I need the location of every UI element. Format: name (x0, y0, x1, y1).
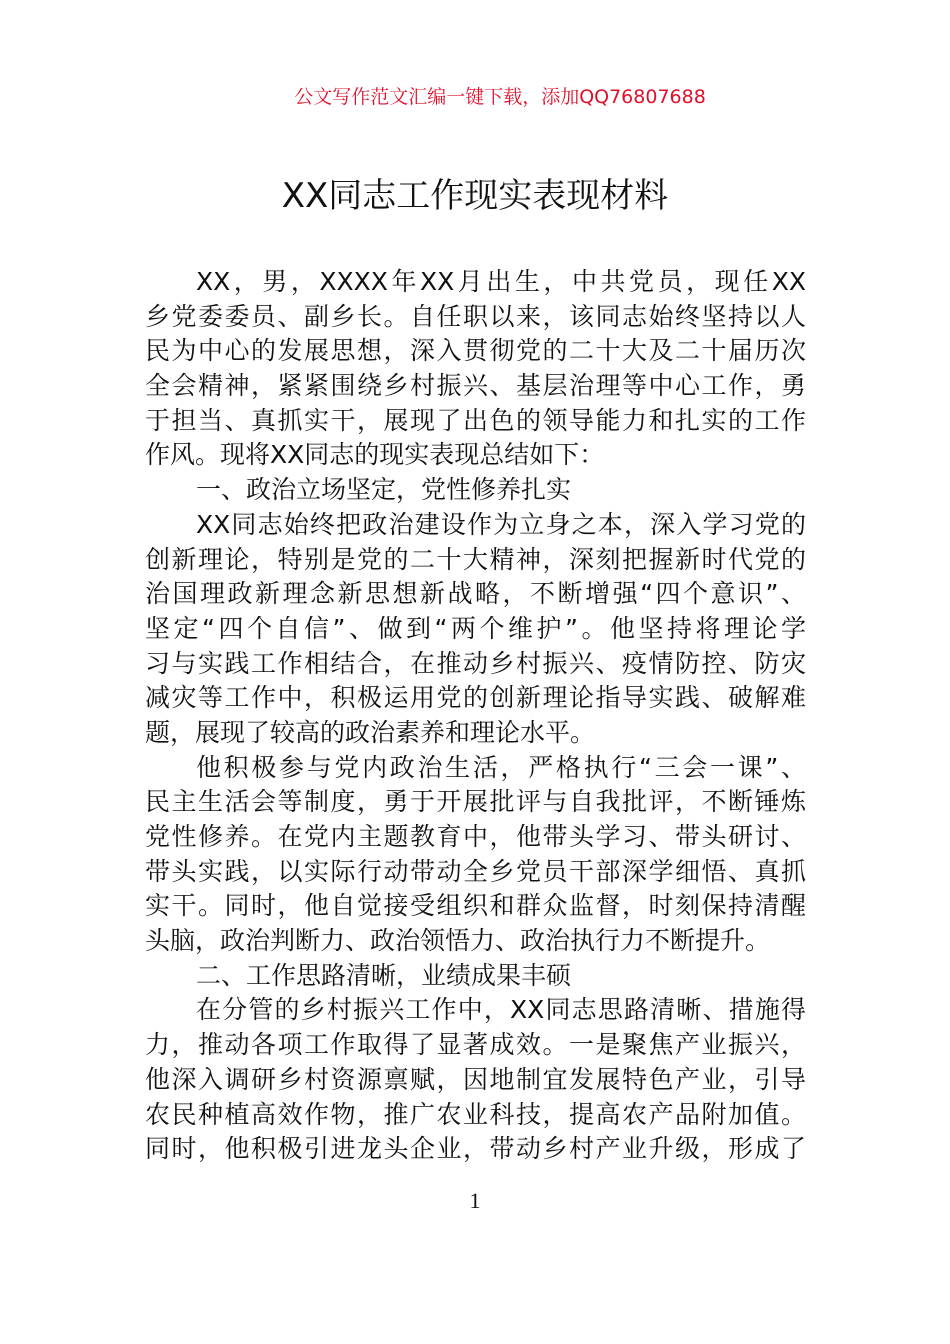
text-line: 一、政治立场坚定，党性修养扎实 (196, 475, 572, 505)
text-line: 农民种植高效作物，推广农业科技，提高农产品附加值。 (145, 1099, 806, 1129)
text-line: 他深入调研乡村资源禀赋，因地制宜发展特色产业，引导 (145, 1064, 806, 1094)
text-line: 习与实践工作相结合，在推动乡村振兴、疫情防控、防灾 (145, 648, 806, 678)
text-line: 实干。同时，他自觉接受组织和群众监督，时刻保持清醒 (145, 891, 806, 921)
text-line: 坚定“四个自信”、做到“两个维护”。他坚持将理论学 (145, 613, 806, 643)
text-line: 同时，他积极引进龙头企业，带动乡村产业升级，形成了 (145, 1134, 806, 1164)
text-line: 全会精神，紧紧围绕乡村振兴、基层治理等中心工作，勇 (145, 371, 806, 401)
text-line: 民为中心的发展思想，深入贯彻党的二十大及二十届历次 (145, 336, 806, 366)
text-line: XX同志始终把政治建设作为立身之本，深入学习党的 (196, 509, 806, 539)
text-line: 减灾等工作中，积极运用党的创新理论指导实践、破解难 (145, 683, 806, 713)
text-line: XX，男，XXXX年XX月出生，中共党员，现任XX (196, 267, 806, 296)
text-line: 带头实践，以实际行动带动全乡党员干部深学细悟、真抓 (145, 856, 806, 886)
text-line: 他积极参与党内政治生活，严格执行“三会一课”、 (196, 752, 806, 782)
text-line: 力，推动各项工作取得了显著成效。一是聚焦产业振兴， (145, 1030, 806, 1060)
text-line: 作风。现将XX同志的现实表现总结如下： (145, 440, 605, 470)
paragraph (145, 993, 806, 1166)
text-line: 党性修养。在党内主题教育中，他带头学习、带头研讨、 (145, 822, 806, 851)
text-line: 创新理论，特别是党的二十大精神，深刻把握新时代党的 (145, 544, 806, 574)
section-heading (145, 959, 806, 994)
text-line: 乡党委委员、副乡长。自任职以来，该同志始终坚持以人 (145, 301, 806, 331)
paragraph (145, 265, 806, 473)
document-title: XX同志工作现实表现材料 (281, 176, 669, 216)
section-heading (145, 473, 806, 508)
text-line: 民主生活会等制度，勇于开展批评与自我批评，不断锤炼 (145, 787, 806, 817)
page-number: 1 (469, 1188, 481, 1213)
document-body (145, 265, 806, 1167)
text-line: 头脑，政治判断力、政治领悟力、政治执行力不断提升。 (145, 926, 771, 956)
download-banner: 公文写作范文汇编一键下载，添加QQ76807688 (294, 86, 706, 108)
text-line: 治国理政新理念新思想新战略，不断增强“四个意识”、 (145, 579, 806, 609)
text-line: 在分管的乡村振兴工作中，XX同志思路清晰、措施得 (196, 995, 806, 1025)
text-line: 题，展现了较高的政治素养和理论水平。 (145, 717, 596, 747)
paragraph (145, 508, 806, 751)
text-line: 二、工作思路清晰，业绩成果丰硕 (196, 960, 572, 990)
paragraph (145, 751, 806, 959)
text-line: 于担当、真抓实干，展现了出色的领导能力和扎实的工作 (145, 405, 806, 435)
